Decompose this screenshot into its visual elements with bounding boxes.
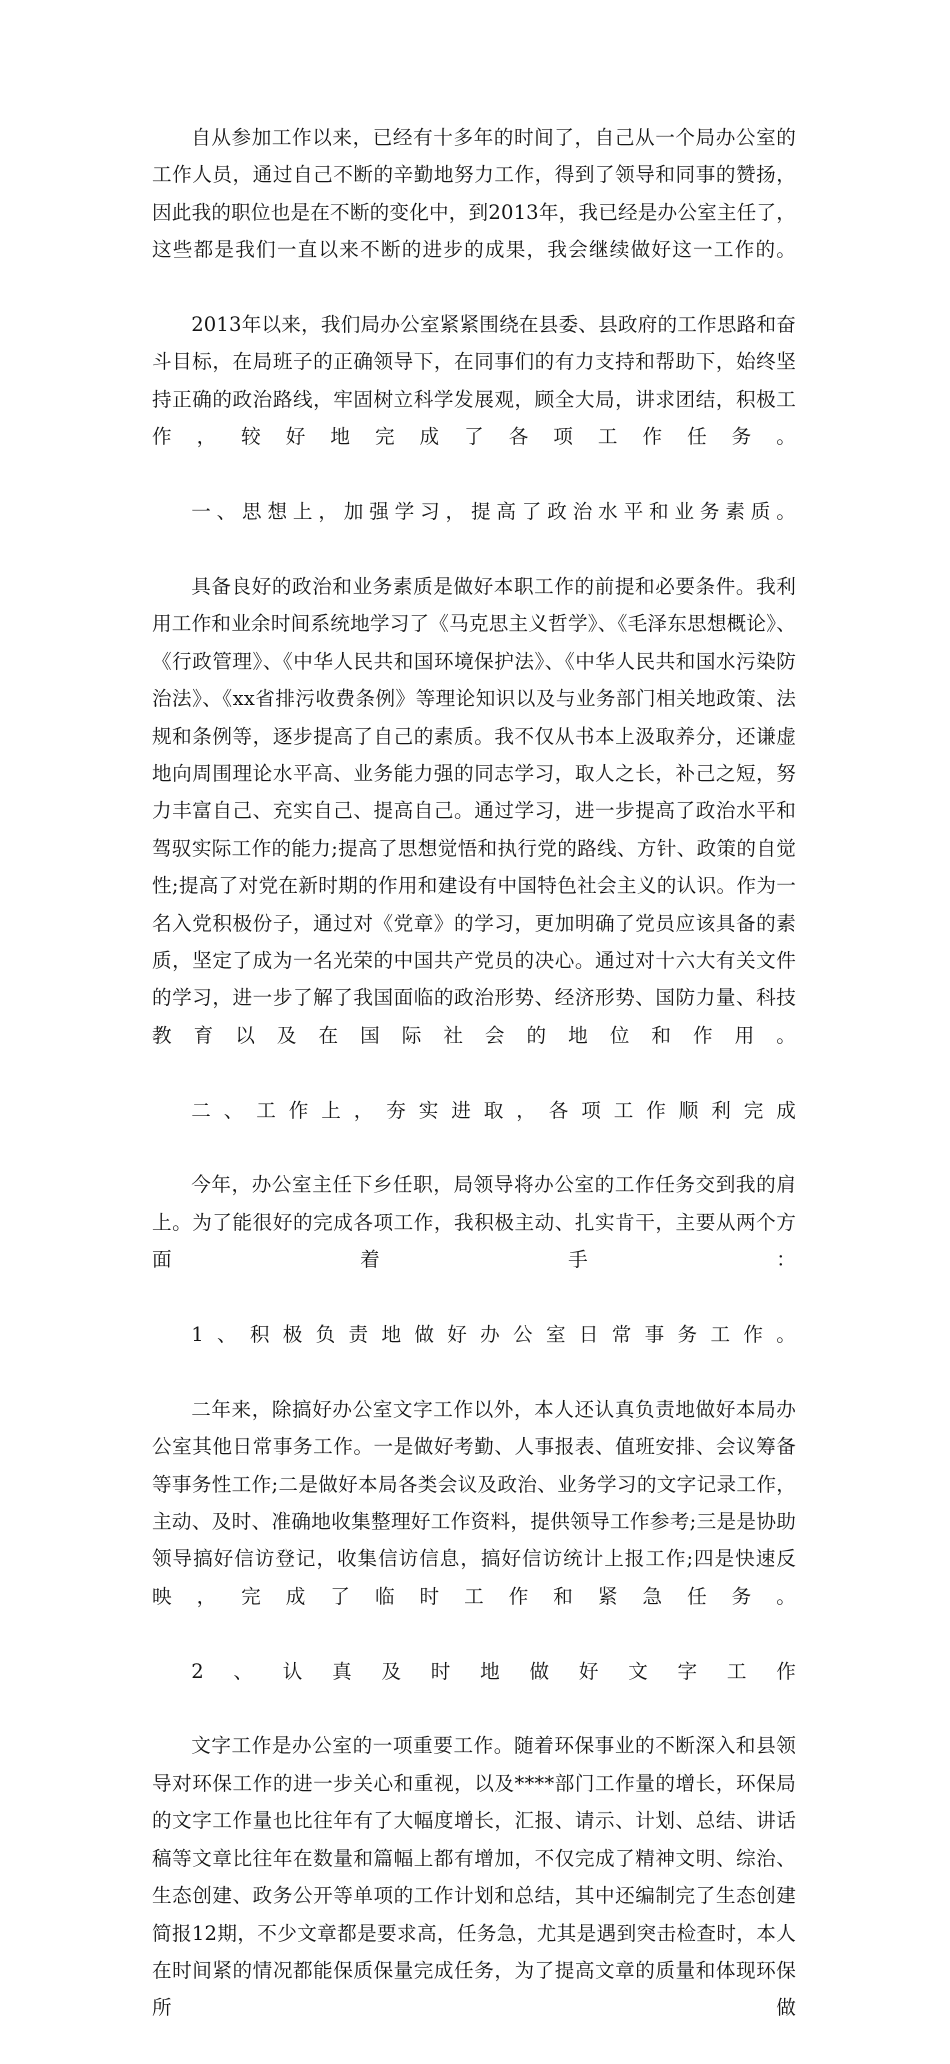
paragraph-2: 2013年以来，我们局办公室紧紧围绕在县委、县政府的工作思路和奋斗目标，在局班子的正确领导下，在同事们的有力支持和帮助下，始终坚持正确的政治路线，牢固树立科学发展观，顾全大局，讲求团结，积极工作，较好地完成了各项工作任务。 xyxy=(152,313,796,449)
paragraph-4: 今年，办公室主任下乡任职，局领导将办公室的工作任务交到我的肩上。为了能很好的完成各项工作，我积极主动、扎实肯干，主要从两个方面着手： xyxy=(152,1173,796,1272)
section-heading-1: 一、思想上，加强学习，提高了政治水平和业务素质。 xyxy=(191,500,796,524)
subsection-heading-1: 1、积极负责地做好办公室日常事务工作。 xyxy=(191,1323,796,1346)
paragraph-1: 自从参加工作以来，已经有十多年的时间了，自己从一个局办公室的工作人员，通过自己不断的辛勤地努力工作，得到了领导和同事的赞扬，因此我的职位也是在不断的变化中，到2013年，我已经是办公室主任了，这些都是我们一直以来不断的进步的成果，我会继续做好这一工作的。 xyxy=(152,126,796,262)
paragraph-6: 文字工作是办公室的一项重要工作。随着环保事业的不断深入和县领导对环保工作的进一步关心和重视，以及****部门工作量的增长，环保局的文字工作量也比往年有了大幅度增长，汇报、请示、计划、总结、讲话稿等文章比往年在数量和篇幅上都有增加，不仅完成了精神文明、综治、生态创建、政务公开等单项的工作计划和总结，其中还编制完了生态创建简报12期，不少文章都是要求高，任务急，尤其是遇到突击检查时，本人在时间紧的情况都能保质保量完成任务，为了提高文章的质量和体现环保所做 xyxy=(152,1734,796,2020)
paragraph-3: 具备良好的政治和业务素质是做好本职工作的前提和必要条件。我利用工作和业余时间系统地学习了《马克思主义哲学》、《毛泽东思想概论》、《行政管理》、《中华人民共和国环境保护法》、《中华人民共和国水污染防治法》、《xx省排污收费条例》等理论知识以及与业务部门相关地政策、法规和条例等，逐步提高了自己的素质。我不仅从书本上汲取养分，还谦虚地向周围理论水平高、业务能力强的同志学习，取人之长，补己之短，努力丰富自己、充实自己、提高自己。通过学习，进一步提高了政治水平和驾驭实际工作的能力;提高了思想觉悟和执行党的路线、方针、政策的自觉性;提高了对党在新时期的作用和建设有中国特色社会主义的认识。作为一名入党积极份子，通过对《党章》的学习，更加明确了党员应该具备的素质，坚定了成为一名光荣的中国共产党员的决心。通过对十六大有关文件的学习，进一步了解了我国面临的政治形势、经济形势、国防力量、科技教育以及在国际社会的地位和作用。 xyxy=(152,574,796,1047)
document-text-column xyxy=(152,119,796,2064)
subsection-heading-2: 2、认真及时地做好文字工作 xyxy=(191,1659,796,1683)
section-heading-2: 二、工作上，夯实进取，各项工作顺利完成 xyxy=(191,1098,796,1122)
paragraph-5: 二年来，除搞好办公室文字工作以外，本人还认真负责地做好本局办公室其他日常事务工作。一是做好考勤、人事报表、值班安排、会议筹备等事务性工作;二是做好本局各类会议及政治、业务学习的文字记录工作，主动、及时、准确地收集整理好工作资料，提供领导工作参考;三是是协助领导搞好信访登记，收集信访信息，搞好信访统计上报工作;四是快速反映，完成了临时工作和紧急任务。 xyxy=(152,1397,796,1608)
